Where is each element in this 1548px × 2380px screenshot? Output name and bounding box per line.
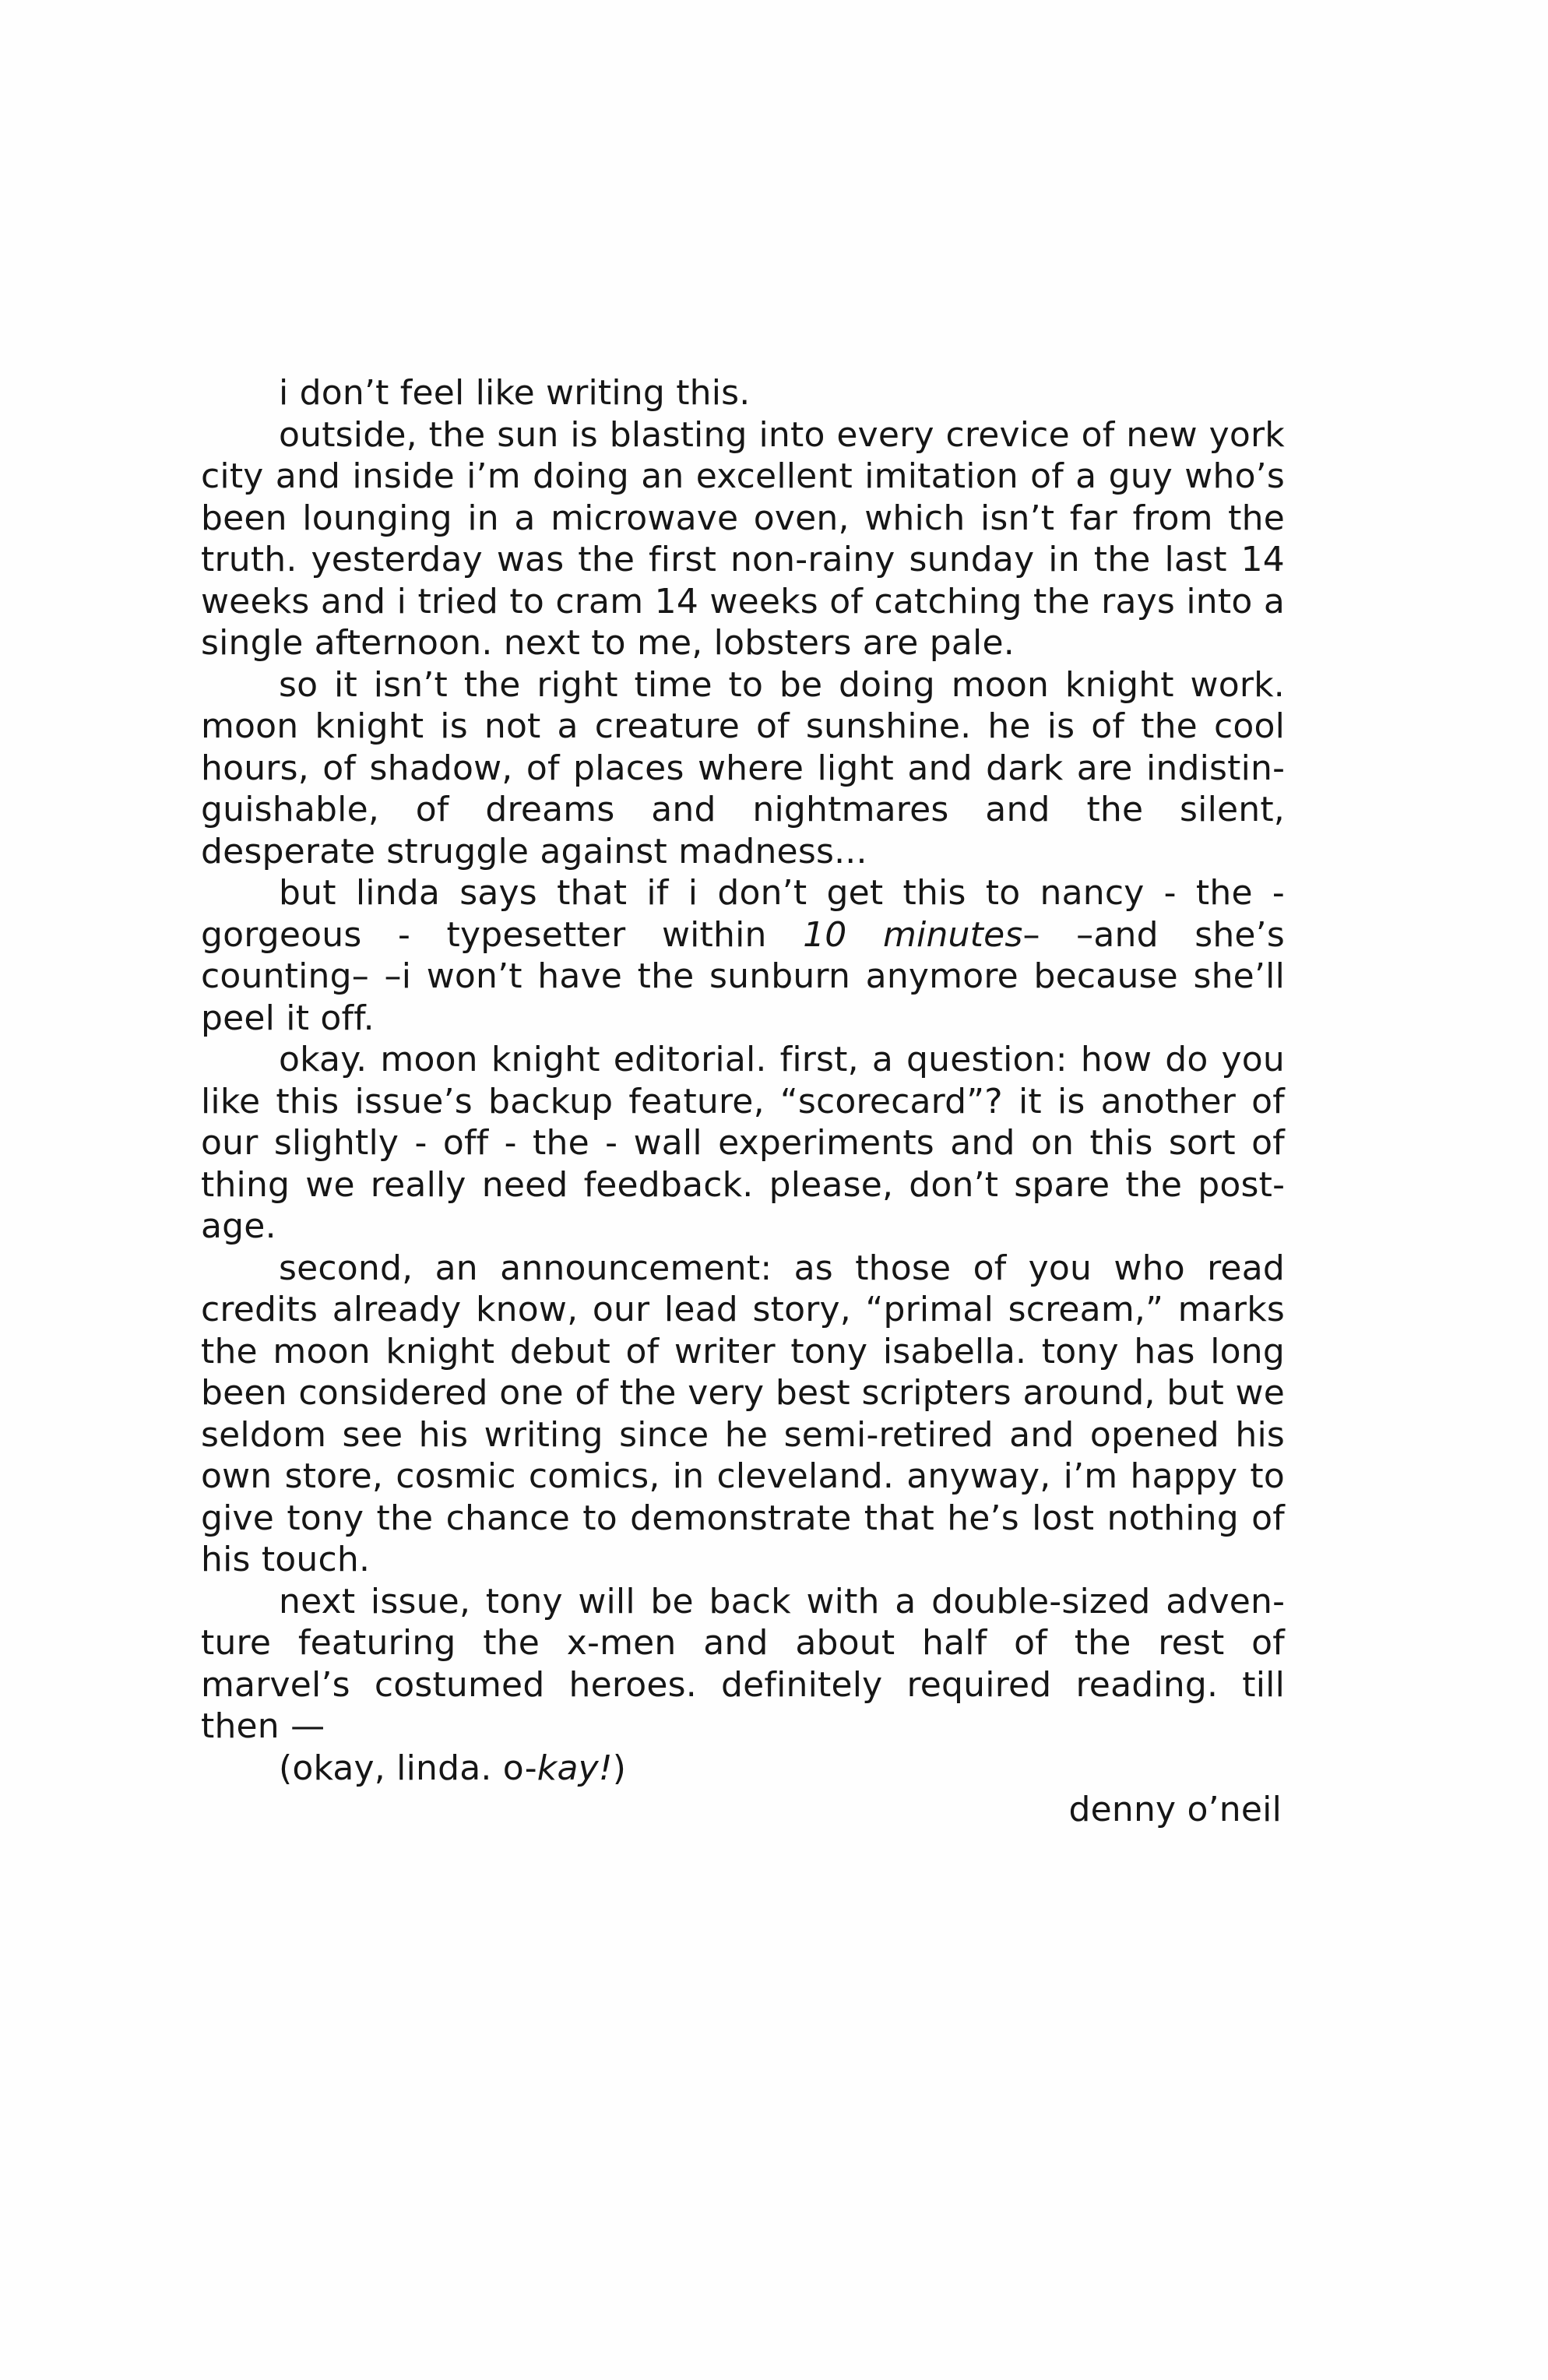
author-signature: denny o’neil — [1068, 1790, 1282, 1829]
paragraph-8-text-before: (okay, linda. o- — [279, 1748, 537, 1788]
editorial-paragraph-4 — [201, 872, 1285, 1039]
paragraph-4-text-before: but linda says that if i don’t get this to nancy - the - gorgeous - typesetter within — [201, 873, 1285, 955]
paragraph-4-emphasis: 10 minutes — [803, 914, 1023, 955]
paragraph-8-text-after: ) — [612, 1748, 627, 1788]
editorial-paragraph-6: second, an announcement: as those of you who read credits already know, our lead story, “primal scream,” marks the moon knight debut of writer tony isabella. tony has long been considered one of the very best scripters around, but we seldom see his writing since he semi-retired and opened his own store, cosmic comics, in cleveland. anyway, i’m happy to give tony the chance to demonstrate that he’s lost nothing of his touch. — [201, 1248, 1285, 1579]
editorial-paragraph-2: outside, the sun is blasting into every crevice of new york city and inside i’m doing an excellent imitation of a guy who’s been lounging in a microwave oven, which isn’t far from the truth. yesterday was the first non-rainy sunday in the last 14 weeks and i tried to cram 14 weeks of catching the rays into a single afternoon. next to me, lobsters are pale. — [201, 414, 1285, 663]
paragraph-4-text-after: – –and she’s counting– –i won’t have the sunburn anymore because she’ll peel it off. — [201, 914, 1285, 1038]
editorial-paragraph-5: okay. moon knight editorial. first, a question: how do you like this issue’s backup feature, “scorecard”? it is another of our slightly - off - the - wall experiments and on this sort of thing we really need feedback. please, don’t spare the postage. — [201, 1040, 1285, 1246]
editorial-paragraph-8 — [201, 1748, 1285, 1790]
editorial-paragraph-1: i don’t feel like writing this. — [279, 373, 751, 413]
editorial-paragraph-7: next issue, tony will be back with a double-sized adventure featuring the x-men and about half of the rest of marvel’s costumed heroes. definitely required reading. till then — — [201, 1581, 1285, 1746]
paragraph-8-emphasis: kay! — [537, 1748, 613, 1788]
editorial-column — [201, 372, 1285, 1831]
editorial-paragraph-3: so it isn’t the right time to be doing moon knight work. moon knight is not a creature of sunshine. he is of the cool hours, of shadow, of places where light and dark are indistinguishable, of dreams and nightmares and the silent, desperate struggle against madness... — [201, 664, 1285, 871]
